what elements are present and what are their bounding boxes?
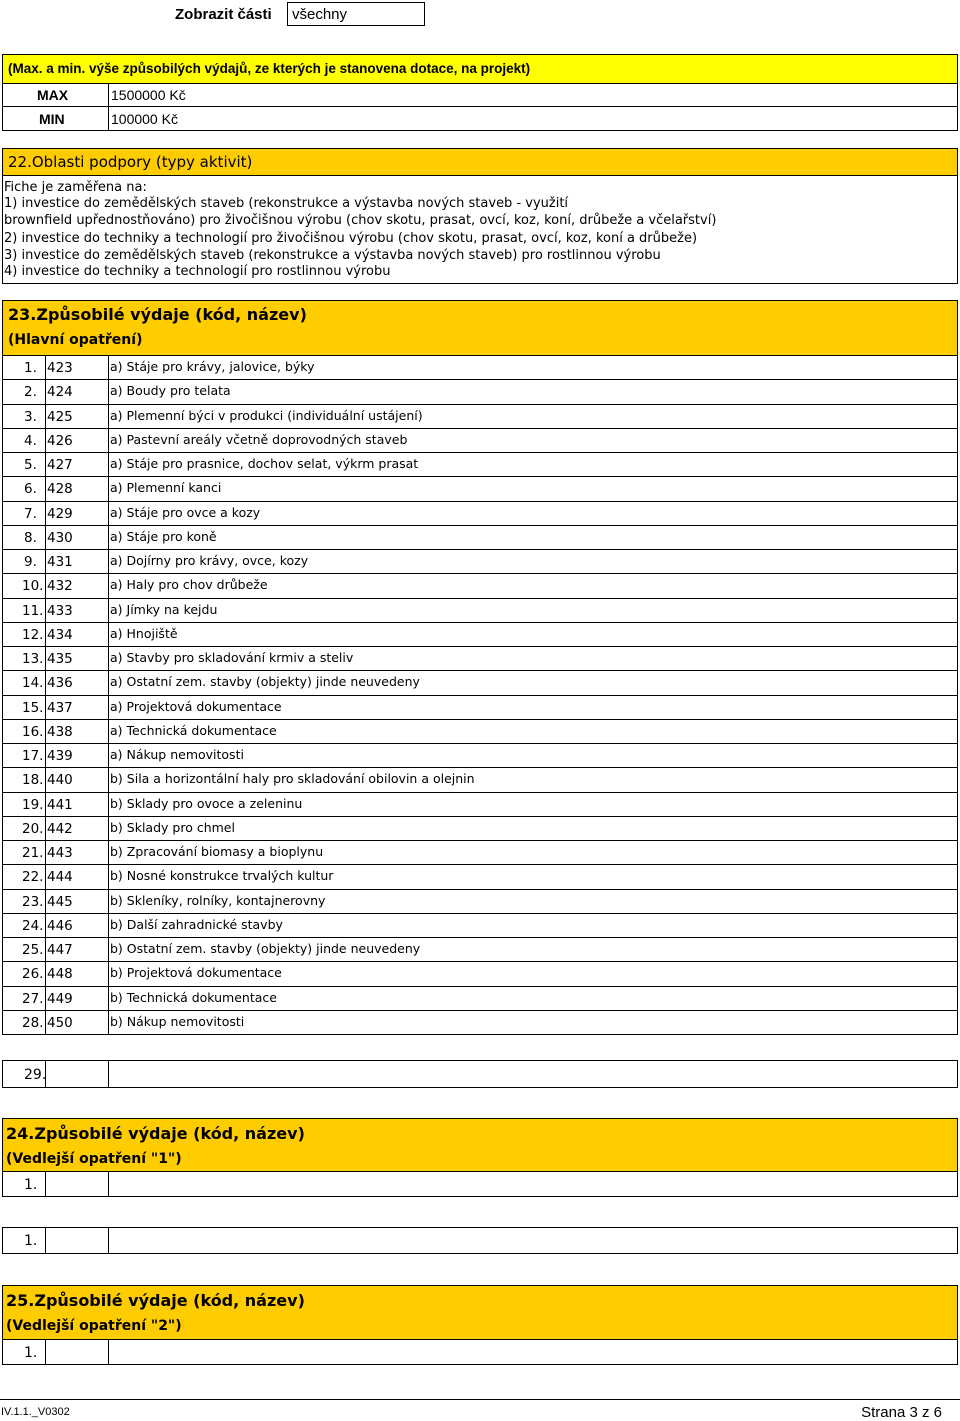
s23-row-number: 12. — [22, 627, 44, 643]
s23-row-number: 2. — [24, 384, 37, 400]
s23-row-code: 427 — [47, 457, 73, 473]
s23-row-code: 425 — [47, 409, 73, 425]
s23-row-number: 6. — [24, 481, 37, 497]
s23-row-number: 4. — [24, 433, 37, 449]
s23-row-description: a) Jímky na kejdu — [110, 602, 218, 617]
s23-row-code: 443 — [47, 845, 73, 861]
s23-row-description: a) Stáje pro krávy, jalovice, býky — [110, 359, 315, 374]
s23-row-description: b) Sklady pro chmel — [110, 820, 235, 835]
section25-header — [2, 1285, 958, 1340]
s23-row-description: a) Stáje pro koně — [110, 529, 217, 544]
s23-row-code: 444 — [47, 869, 73, 885]
s23-row-code: 445 — [47, 894, 73, 910]
max-label: MAX — [37, 87, 69, 103]
section22-title: 22.Oblasti podpory (typy aktivit) — [8, 153, 253, 171]
s23-row-description: a) Nákup nemovitosti — [110, 747, 244, 762]
s23-row-description: a) Dojírny pro krávy, ovce, kozy — [110, 553, 309, 568]
s23-row-description: b) Technická dokumentace — [110, 990, 277, 1005]
section22-line-0: Fiche je zaměřena na: — [4, 180, 147, 195]
s23-row-description: a) Haly pro chov drůbeže — [110, 577, 268, 592]
s23-row-number: 5. — [24, 457, 37, 473]
s23-row-code: 428 — [47, 481, 73, 497]
min-value: 100000 Kč — [111, 111, 178, 127]
s23-row-code: 436 — [47, 675, 73, 691]
section23-header — [2, 300, 958, 356]
max-value: 1500000 Kč — [111, 87, 186, 103]
s23-row-description: a) Pastevní areály včetně doprovodných staveb — [110, 432, 408, 447]
section24-title: 24.Způsobilé výdaje (kód, název) — [6, 1124, 305, 1143]
s23-row-number: 15. — [22, 700, 44, 716]
s23-row-number: 9. — [24, 554, 37, 570]
s23-row-description: a) Boudy pro telata — [110, 383, 231, 398]
s23-row-description: a) Stáje pro prasnice, dochov selat, výkrm prasat — [110, 456, 419, 471]
s23-row-code: 429 — [47, 506, 73, 522]
s23-row-number: 28. — [22, 1015, 44, 1031]
section24-header — [2, 1118, 958, 1172]
s23-row-description: b) Projektová dokumentace — [110, 965, 282, 980]
s23-row-code: 423 — [47, 360, 73, 376]
s23-row-code: 435 — [47, 651, 73, 667]
s23-row-number: 22. — [22, 869, 44, 885]
s23-row-description: a) Stavby pro skladování krmiv a steliv — [110, 650, 354, 665]
s23-row-code: 438 — [47, 724, 73, 740]
filter-select-value: všechny — [292, 6, 348, 23]
s23-row-number: 16. — [22, 724, 44, 740]
section22-line-5: 4) investice do techniky a technologií pro rostlinnou výrobu — [4, 264, 391, 279]
s23-row-number: 25. — [22, 942, 44, 958]
s23-row-code: 430 — [47, 530, 73, 546]
section23-extra-number: 29. — [24, 1067, 47, 1083]
s23-row-code: 433 — [47, 603, 73, 619]
section23-subtitle: (Hlavní opatření) — [8, 332, 143, 348]
s23-row-number: 27. — [22, 991, 44, 1007]
s23-row-description: a) Stáje pro ovce a kozy — [110, 505, 261, 520]
s23-row-description: b) Zpracování biomasy a bioplynu — [110, 844, 324, 859]
footer-page: Strana 3 z 6 — [861, 1404, 942, 1421]
s23-row-code: 448 — [47, 966, 73, 982]
section22-line-1: 1) investice do zemědělských staveb (rekonstrukce a výstavba nových staveb - využití — [4, 196, 569, 211]
s23-row-code: 439 — [47, 748, 73, 764]
s23-row-description: a) Projektová dokumentace — [110, 699, 282, 714]
s23-row-code: 434 — [47, 627, 73, 643]
s23-row-code: 447 — [47, 942, 73, 958]
s23-row-code: 431 — [47, 554, 73, 570]
min-label: MIN — [39, 111, 65, 127]
section22-line-3: 2) investice do techniky a technologií pro živočišnou výrobu (chov skotu, prasat, ovcí, koz, koní a drůbeže) — [4, 231, 698, 246]
s23-row-number: 17. — [22, 748, 44, 764]
section25-subtitle: (Vedlejší opatření "2") — [6, 1318, 182, 1334]
section24-subtitle: (Vedlejší opatření "1") — [6, 1151, 182, 1167]
s23-row-number: 21. — [22, 845, 44, 861]
s23-row-number: 24. — [22, 918, 44, 934]
footer-code: IV.1.1._V0302 — [1, 1406, 70, 1418]
s23-row-code: 449 — [47, 991, 73, 1007]
s23-row-number: 7. — [24, 506, 37, 522]
s23-row-code: 432 — [47, 578, 73, 594]
s23-row-number: 19. — [22, 797, 44, 813]
s23-row-description: a) Hnojiště — [110, 626, 178, 641]
s23-row-number: 26. — [22, 966, 44, 982]
s23-row-description: b) Ostatní zem. stavby (objekty) jinde neuvedeny — [110, 941, 421, 956]
s23-row-number: 8. — [24, 530, 37, 546]
limits-title: (Max. a min. výše způsobilých výdajů, ze kterých je stanovena dotace, na projekt) — [8, 61, 531, 76]
s23-row-code: 446 — [47, 918, 73, 934]
s23-row-description: b) Další zahradnické stavby — [110, 917, 283, 932]
s23-row-code: 426 — [47, 433, 73, 449]
s23-row-code: 450 — [47, 1015, 73, 1031]
s23-row-description: a) Ostatní zem. stavby (objekty) jinde neuvedeny — [110, 674, 420, 689]
s23-row-code: 441 — [47, 797, 73, 813]
s23-row-description: b) Sila a horizontální haly pro skladování obilovin a olejnin — [110, 771, 475, 786]
s23-row-number: 10. — [22, 578, 44, 594]
s23-row-description: b) Nosné konstrukce trvalých kultur — [110, 868, 334, 883]
section24-row1-number: 1. — [24, 1177, 38, 1193]
s23-row-number: 11. — [22, 603, 44, 619]
s23-row-description: a) Plemenní kanci — [110, 480, 222, 495]
s23-row-code: 440 — [47, 772, 73, 788]
s23-row-description: b) Nákup nemovitosti — [110, 1014, 245, 1029]
s23-row-description: b) Sklady pro ovoce a zeleninu — [110, 796, 303, 811]
section23-title: 23.Způsobilé výdaje (kód, název) — [8, 305, 307, 324]
s23-row-number: 14. — [22, 675, 44, 691]
section22-body — [2, 175, 958, 284]
section25-title: 25.Způsobilé výdaje (kód, název) — [6, 1291, 305, 1310]
s23-row-description: b) Skleníky, rolníky, kontajnerovny — [110, 893, 326, 908]
section22-header — [2, 148, 958, 176]
section22-line-4: 3) investice do zemědělských staveb (rekonstrukce a výstavba nových staveb) pro rostlinnou výrobu — [4, 248, 661, 263]
limits-header — [2, 54, 958, 84]
filter-label: Zobrazit části — [175, 6, 272, 23]
s23-row-number: 18. — [22, 772, 44, 788]
s23-row-number: 23. — [22, 894, 44, 910]
s23-row-code: 442 — [47, 821, 73, 837]
s23-row-description: a) Technická dokumentace — [110, 723, 277, 738]
filter-select[interactable] — [287, 2, 425, 26]
s23-row-number: 3. — [24, 409, 37, 425]
section25-row1-number: 1. — [24, 1345, 38, 1361]
section22-line-2: brownfield upřednostňováno) pro živočišnou výrobu (chov skotu, prasat, ovcí, koz, koní, drůbeže a včelařství) — [4, 213, 717, 228]
s23-row-number: 20. — [22, 821, 44, 837]
s23-row-number: 1. — [24, 360, 37, 376]
section24-row2-number: 1. — [24, 1233, 38, 1249]
s23-row-code: 424 — [47, 384, 73, 400]
s23-row-number: 13. — [22, 651, 44, 667]
s23-row-code: 437 — [47, 700, 73, 716]
s23-row-description: a) Plemenní býci v produkci (individuální ustájení) — [110, 408, 423, 423]
